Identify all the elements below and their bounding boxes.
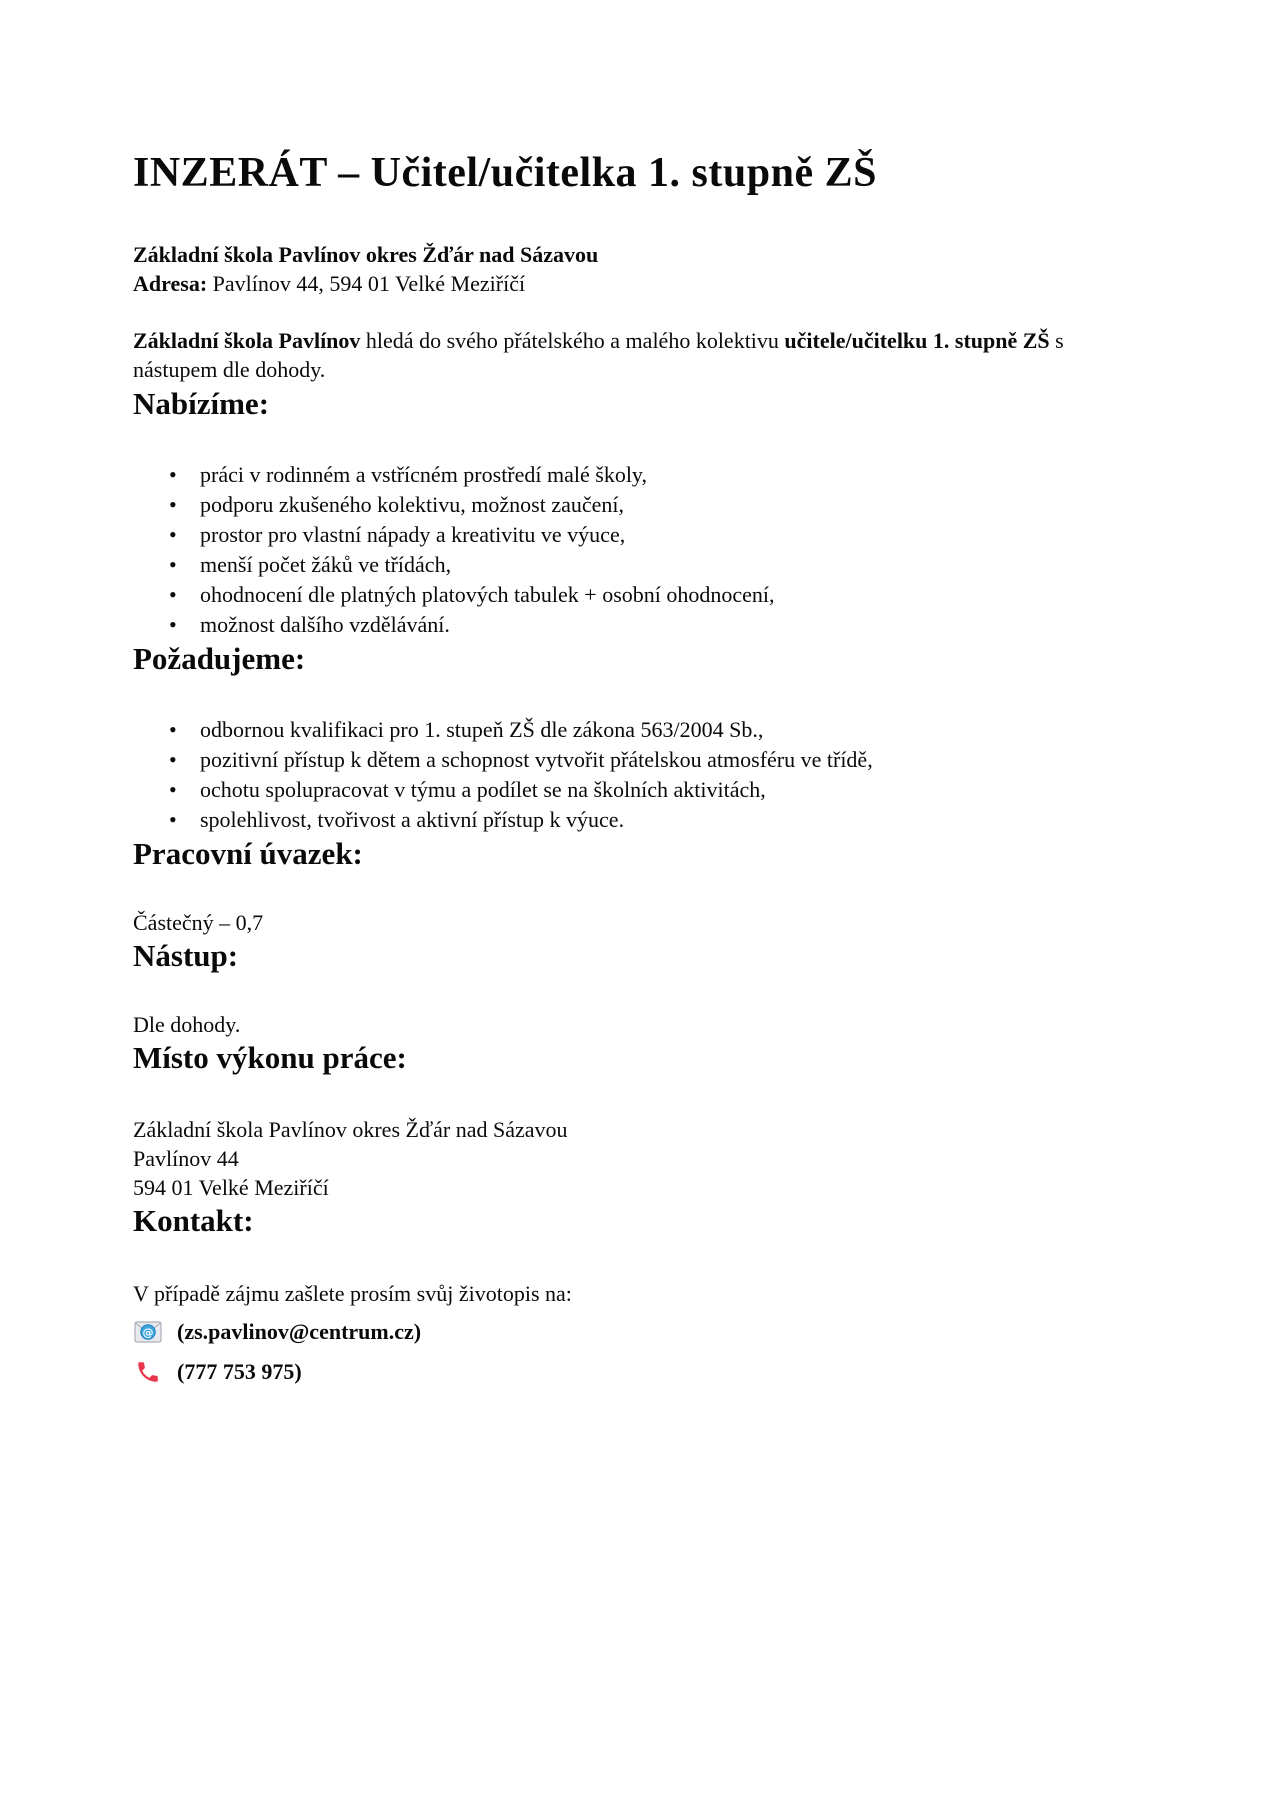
email-icon — [133, 1317, 163, 1347]
address-line: Pavlínov 44 — [133, 1145, 239, 1171]
list-item: • podporu zkušeného kolektivu, možnost zaučení, — [200, 490, 1147, 520]
list-item: • menší počet žáků ve třídách, — [200, 550, 1147, 580]
address-line: Základní škola Pavlínov okres Žďár nad Sázavou — [133, 1116, 568, 1142]
list-item: • ohodnocení dle platných platových tabulek + osobní ohodnocení, — [200, 580, 1147, 610]
intro-paragraph — [133, 326, 1147, 384]
school-name: Základní škola Pavlínov okres Žďár nad Sázavou — [133, 242, 599, 268]
contact-email-line — [133, 1316, 1147, 1348]
list-item: • práci v rodinném a vstřícném prostředí malé školy, — [200, 460, 1147, 490]
contact-intro: V případě zájmu zašlete prosím svůj životopis na: — [133, 1280, 572, 1306]
offer-list — [133, 460, 1147, 640]
heading-contact: Kontakt: — [133, 1202, 254, 1238]
require-list — [133, 715, 1147, 835]
heading-require: Požadujeme: — [133, 640, 306, 676]
location-address — [133, 1115, 1147, 1202]
school-header — [133, 240, 1147, 298]
heading-location: Místo výkonu práce: — [133, 1040, 407, 1076]
heading-offer: Nabízíme: — [133, 385, 270, 421]
address-value: Pavlínov 44, 594 01 Velké Meziříčí — [207, 271, 526, 297]
list-item: • možnost dalšího vzdělávání. — [200, 610, 1147, 640]
list-item: • pozitivní přístup k dětem a schopnost vytvořit přátelskou atmosféru ve třídě, — [200, 745, 1147, 775]
page-title: INZERÁT – Učitel/učitelka 1. stupně ZŠ — [133, 150, 877, 196]
list-item: • ochotu spolupracovat v týmu a podílet se na školních aktivitách, — [200, 775, 1147, 805]
svg-text:@: @ — [142, 1325, 154, 1339]
contact-phone[interactable]: (777 753 975) — [177, 1358, 302, 1384]
workload-value: Částečný – 0,7 — [133, 910, 264, 936]
start-value: Dle dohody. — [133, 1012, 241, 1038]
list-item: • spolehlivost, tvořivost a aktivní přístup k výuce. — [200, 805, 1147, 835]
intro-text-2: s nástupem dle dohody. — [133, 328, 1064, 383]
contact-email[interactable]: (zs.pavlinov@centrum.cz) — [177, 1318, 422, 1344]
address-line: 594 01 Velké Meziříčí — [133, 1174, 329, 1200]
intro-text-1: hledá do svého přátelského a malého kolektivu — [360, 328, 785, 354]
intro-position-bold: učitele/učitelku 1. stupně ZŠ — [784, 328, 1050, 354]
phone-icon — [133, 1357, 163, 1387]
heading-workload: Pracovní úvazek: — [133, 835, 363, 871]
address-label: Adresa: — [133, 271, 208, 297]
intro-school-bold: Základní škola Pavlínov — [133, 328, 361, 354]
list-item: • prostor pro vlastní nápady a kreativitu ve výuce, — [200, 520, 1147, 550]
list-item: • odbornou kvalifikaci pro 1. stupeň ZŠ dle zákona 563/2004 Sb., — [200, 715, 1147, 745]
contact-phone-line — [133, 1356, 1147, 1388]
heading-start: Nástup: — [133, 938, 239, 974]
school-name-line — [133, 240, 1147, 269]
school-address-line — [133, 269, 1147, 298]
